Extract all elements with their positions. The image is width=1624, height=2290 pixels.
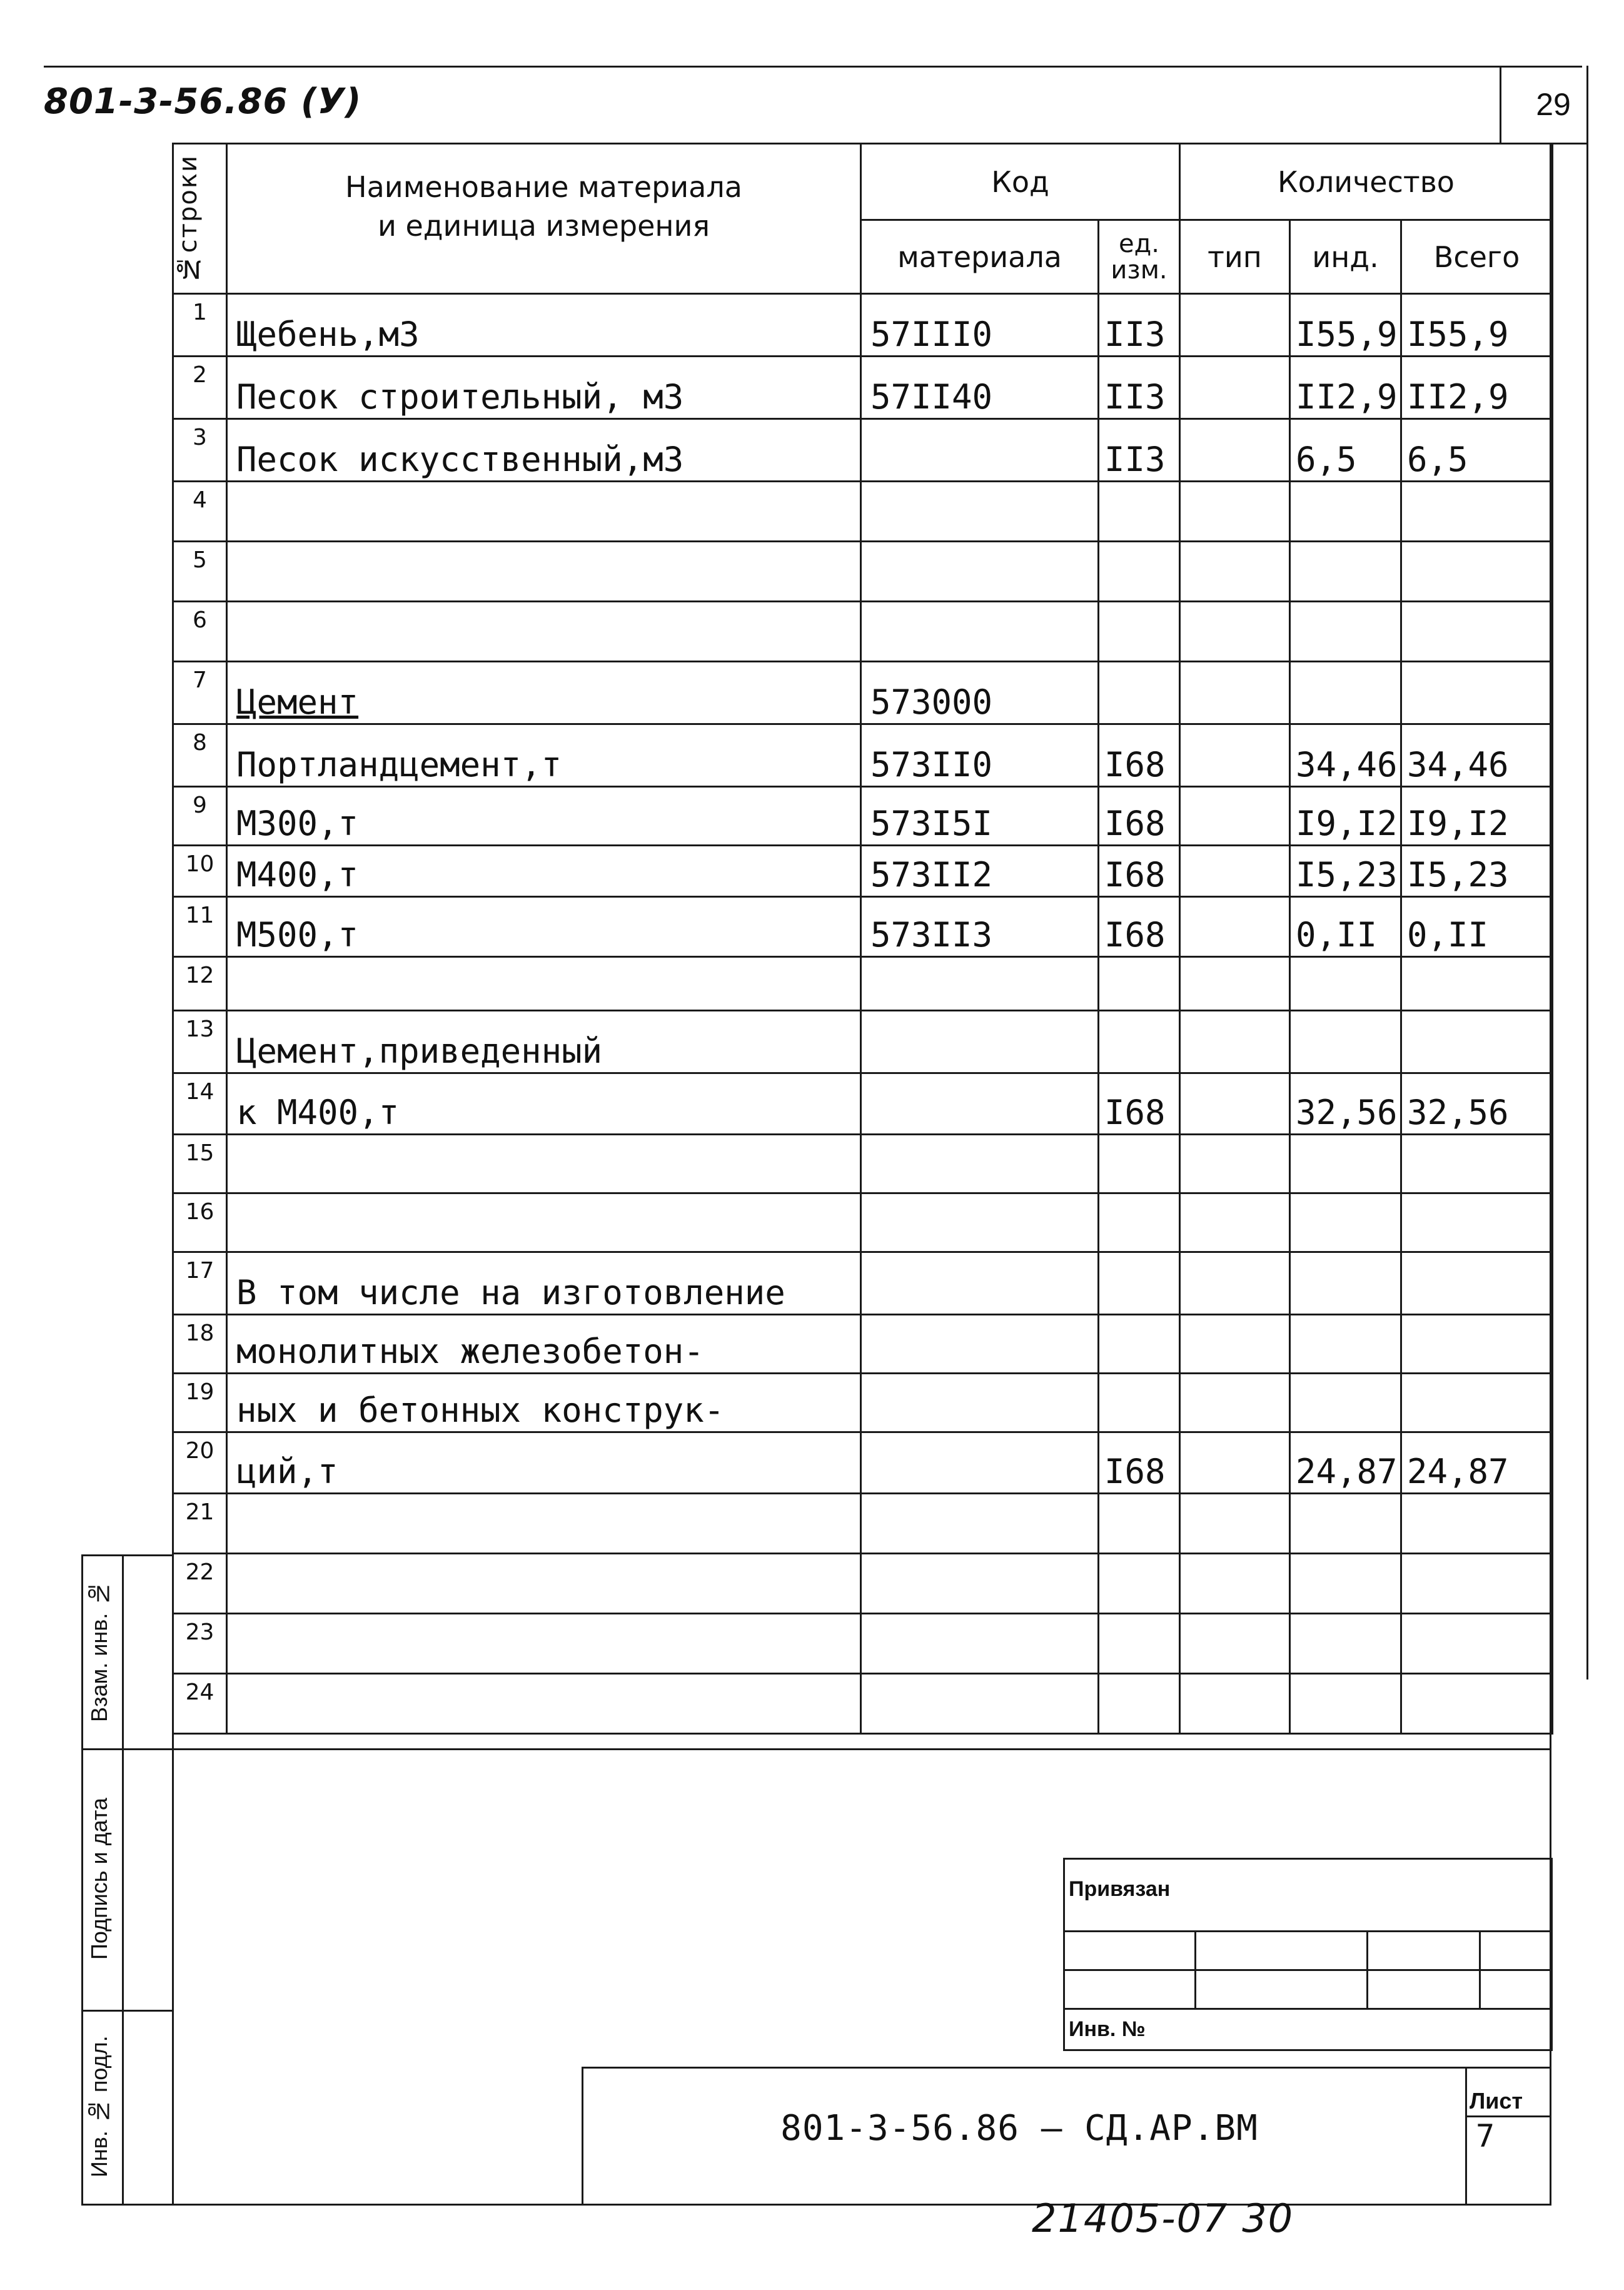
unit-code-cell <box>1099 602 1180 662</box>
unit-code-cell <box>1099 1614 1180 1674</box>
material-name-cell: Песок искусственный,м3 <box>227 419 861 482</box>
material-name-cell: Песок строительный, м3 <box>227 357 861 419</box>
header-code-unit: ед. изм. <box>1099 220 1180 294</box>
qty-ind-cell <box>1290 482 1401 542</box>
materials-table <box>172 143 1553 1735</box>
qty-ind-cell: 6,5 <box>1290 419 1401 482</box>
side-strip-sep-1 <box>81 1748 174 1750</box>
material-name-cell <box>227 1674 861 1734</box>
row-number-cell: 19 <box>173 1374 227 1432</box>
qty-ind-cell <box>1290 602 1401 662</box>
row-number-cell: 2 <box>173 357 227 419</box>
table-bottom-line <box>172 1748 1551 1750</box>
side-strip-sep-2 <box>81 2010 174 2012</box>
unit-code-cell: I68 <box>1099 724 1180 787</box>
unit-code-cell <box>1099 482 1180 542</box>
qty-type-cell <box>1180 1135 1290 1193</box>
qty-type-cell <box>1180 294 1290 357</box>
row-number-cell: 21 <box>173 1494 227 1554</box>
row-number-cell: 8 <box>173 724 227 787</box>
qty-ind-cell <box>1290 957 1401 1011</box>
material-name-cell: М300,т <box>227 787 861 846</box>
qty-ind-cell: I5,23 <box>1290 846 1401 897</box>
side-strip-mid <box>122 1554 124 2206</box>
row-number-cell: 22 <box>173 1554 227 1614</box>
unit-code-cell <box>1099 662 1180 724</box>
qty-ind-cell <box>1290 1135 1401 1193</box>
inv-label: Инв. № <box>1064 2009 1552 2050</box>
qty-total-cell <box>1401 602 1553 662</box>
table-row <box>173 1494 1553 1554</box>
material-code-cell: 573II3 <box>861 897 1099 957</box>
table-row <box>173 294 1553 357</box>
material-code-cell <box>861 419 1099 482</box>
qty-ind-cell <box>1290 1374 1401 1432</box>
qty-type-cell <box>1180 542 1290 602</box>
sheet-number: 7 <box>1476 2118 1495 2154</box>
side-label-replace-inv: Взам. инв. № <box>86 1581 112 1722</box>
qty-type-cell <box>1180 787 1290 846</box>
row-number-cell: 5 <box>173 542 227 602</box>
material-name-cell: ных и бетонных конструк- <box>227 1374 861 1432</box>
unit-code-cell <box>1099 957 1180 1011</box>
qty-ind-cell <box>1290 1011 1401 1073</box>
header-qty-ind: инд. <box>1290 220 1401 294</box>
unit-code-cell <box>1099 1674 1180 1734</box>
qty-total-cell <box>1401 957 1553 1011</box>
qty-ind-cell <box>1290 542 1401 602</box>
material-name-cell <box>227 482 861 542</box>
qty-ind-cell <box>1290 1252 1401 1315</box>
side-strip-left <box>81 1554 83 2206</box>
unit-code-cell <box>1099 1193 1180 1252</box>
material-name-cell <box>227 1193 861 1252</box>
material-code-cell <box>861 482 1099 542</box>
table-row <box>173 1011 1553 1073</box>
material-name-cell: ций,т <box>227 1432 861 1494</box>
qty-ind-cell: I9,I2 <box>1290 787 1401 846</box>
qty-total-cell <box>1401 1193 1553 1252</box>
row-number-cell: 6 <box>173 602 227 662</box>
qty-ind-cell <box>1290 662 1401 724</box>
qty-ind-cell: 24,87 <box>1290 1432 1401 1494</box>
row-number-cell: 4 <box>173 482 227 542</box>
row-number-cell: 13 <box>173 1011 227 1073</box>
material-name-cell: В том числе на изготовление <box>227 1252 861 1315</box>
material-name-cell: Цемент,приведенный <box>227 1011 861 1073</box>
qty-type-cell <box>1180 1073 1290 1135</box>
material-code-cell <box>861 1374 1099 1432</box>
table-row <box>173 1073 1553 1135</box>
table-row <box>173 482 1553 542</box>
sheet-box-divider <box>1465 2115 1551 2117</box>
qty-type-cell <box>1180 662 1290 724</box>
row-number-cell: 18 <box>173 1315 227 1374</box>
frame-bottom-line <box>81 2204 1551 2206</box>
top-border-line <box>44 66 1582 68</box>
material-name-cell: Щебень,м3 <box>227 294 861 357</box>
qty-type-cell <box>1180 1494 1290 1554</box>
header-qty-total: Всего <box>1401 220 1553 294</box>
material-code-cell <box>861 1252 1099 1315</box>
unit-code-cell <box>1099 1252 1180 1315</box>
qty-total-cell <box>1401 482 1553 542</box>
table-row <box>173 787 1553 846</box>
qty-type-cell <box>1180 1193 1290 1252</box>
qty-total-cell: 34,46 <box>1401 724 1553 787</box>
qty-total-cell <box>1401 1494 1553 1554</box>
row-number-cell: 10 <box>173 846 227 897</box>
table-row <box>173 724 1553 787</box>
qty-total-cell: I5,23 <box>1401 846 1553 897</box>
unit-code-cell <box>1099 1494 1180 1554</box>
material-name-cell: М500,т <box>227 897 861 957</box>
qty-type-cell <box>1180 1011 1290 1073</box>
table-row <box>173 957 1553 1011</box>
qty-total-cell: I55,9 <box>1401 294 1553 357</box>
qty-type-cell <box>1180 1315 1290 1374</box>
material-code-cell <box>861 1674 1099 1734</box>
document-code: 801-3-56.86 (У) <box>44 81 362 122</box>
material-code-cell <box>861 1554 1099 1614</box>
material-code-cell: 573II2 <box>861 846 1099 897</box>
material-name-cell: М400,т <box>227 846 861 897</box>
qty-ind-cell <box>1290 1494 1401 1554</box>
qty-total-cell <box>1401 1011 1553 1073</box>
unit-code-cell: II3 <box>1099 419 1180 482</box>
row-number-cell: 1 <box>173 294 227 357</box>
unit-code-cell: I68 <box>1099 846 1180 897</box>
qty-ind-cell <box>1290 1315 1401 1374</box>
side-label-inv-orig: Инв. № подл. <box>86 2035 112 2178</box>
bound-label: Привязан <box>1064 1859 1552 1932</box>
qty-type-cell <box>1180 357 1290 419</box>
qty-ind-cell <box>1290 1614 1401 1674</box>
qty-total-cell <box>1401 1614 1553 1674</box>
unit-code-cell: I68 <box>1099 1432 1180 1494</box>
material-code-cell <box>861 1315 1099 1374</box>
qty-total-cell <box>1401 1374 1553 1432</box>
table-row <box>173 1315 1553 1374</box>
material-code-cell <box>861 1193 1099 1252</box>
side-label-sign-date: Подпись и дата <box>86 1798 112 1960</box>
unit-code-cell: II3 <box>1099 357 1180 419</box>
table-row <box>173 1193 1553 1252</box>
material-code-cell: 57II40 <box>861 357 1099 419</box>
material-name-cell: монолитных железобетон- <box>227 1315 861 1374</box>
sheet-box-left <box>1465 2067 1467 2206</box>
table-row <box>173 1614 1553 1674</box>
material-code-cell <box>861 542 1099 602</box>
qty-type-cell <box>1180 1674 1290 1734</box>
material-name-cell <box>227 542 861 602</box>
material-code-cell: 573000 <box>861 662 1099 724</box>
unit-code-cell: I68 <box>1099 1073 1180 1135</box>
table-row <box>173 1554 1553 1614</box>
material-code-cell <box>861 1073 1099 1135</box>
qty-type-cell <box>1180 419 1290 482</box>
table-row <box>173 897 1553 957</box>
qty-total-cell: I9,I2 <box>1401 787 1553 846</box>
qty-type-cell <box>1180 1432 1290 1494</box>
table-row <box>173 419 1553 482</box>
qty-type-cell <box>1180 1554 1290 1614</box>
side-strip-top <box>81 1554 174 1556</box>
table-row <box>173 1374 1553 1432</box>
row-number-cell: 17 <box>173 1252 227 1315</box>
material-code-cell: 573II0 <box>861 724 1099 787</box>
qty-total-cell: II2,9 <box>1401 357 1553 419</box>
title-block-table <box>1063 1858 1553 2051</box>
qty-ind-cell <box>1290 1674 1401 1734</box>
header-code-material: материала <box>861 220 1099 294</box>
material-code-cell <box>861 957 1099 1011</box>
unit-code-cell: I68 <box>1099 897 1180 957</box>
table-row <box>173 357 1553 419</box>
qty-type-cell <box>1180 724 1290 787</box>
page-number: 29 <box>1536 87 1571 122</box>
row-number-cell: 16 <box>173 1193 227 1252</box>
qty-type-cell <box>1180 1614 1290 1674</box>
table-row <box>173 662 1553 724</box>
table-row <box>173 1135 1553 1193</box>
qty-total-cell <box>1401 1252 1553 1315</box>
qty-total-cell: 6,5 <box>1401 419 1553 482</box>
row-number-cell: 20 <box>173 1432 227 1494</box>
row-number-cell: 3 <box>173 419 227 482</box>
archive-number: 21405-07 30 <box>1032 2196 1294 2241</box>
qty-type-cell <box>1180 897 1290 957</box>
header-row-number: №строки <box>173 144 227 294</box>
material-code-cell <box>861 1494 1099 1554</box>
header-quantity: Количество <box>1180 144 1553 220</box>
material-name-cell <box>227 957 861 1011</box>
table-row <box>173 1432 1553 1494</box>
material-name-cell <box>227 1494 861 1554</box>
row-number-cell: 23 <box>173 1614 227 1674</box>
material-code-cell <box>861 1135 1099 1193</box>
material-name-cell: Портландцемент,т <box>227 724 861 787</box>
unit-code-cell <box>1099 1135 1180 1193</box>
stamp-top-line <box>582 2067 1551 2069</box>
material-name-cell: к М400,т <box>227 1073 861 1135</box>
qty-total-cell <box>1401 1315 1553 1374</box>
qty-type-cell <box>1180 602 1290 662</box>
material-name-cell <box>227 602 861 662</box>
qty-ind-cell: 34,46 <box>1290 724 1401 787</box>
row-number-cell: 9 <box>173 787 227 846</box>
header-qty-type: тип <box>1180 220 1290 294</box>
row-number-cell: 12 <box>173 957 227 1011</box>
material-code-cell: 573I5I <box>861 787 1099 846</box>
unit-code-cell: II3 <box>1099 294 1180 357</box>
unit-code-cell: I68 <box>1099 787 1180 846</box>
qty-total-cell <box>1401 1674 1553 1734</box>
unit-code-cell <box>1099 542 1180 602</box>
table-row <box>173 846 1553 897</box>
material-name-cell <box>227 1554 861 1614</box>
qty-type-cell <box>1180 1252 1290 1315</box>
document-designation: 801-3-56.86 – СД.АР.ВМ <box>780 2108 1258 2149</box>
qty-type-cell <box>1180 846 1290 897</box>
row-number-cell: 7 <box>173 662 227 724</box>
unit-code-cell <box>1099 1315 1180 1374</box>
qty-ind-cell: 32,56 <box>1290 1073 1401 1135</box>
page-num-box-left <box>1500 66 1501 143</box>
material-code-cell <box>861 1614 1099 1674</box>
qty-total-cell: 32,56 <box>1401 1073 1553 1135</box>
qty-type-cell <box>1180 957 1290 1011</box>
header-material-name: Наименование материала и единица измерения <box>227 144 861 294</box>
row-number-cell: 14 <box>173 1073 227 1135</box>
table-row <box>173 602 1553 662</box>
unit-code-cell <box>1099 1011 1180 1073</box>
material-name-cell <box>227 1614 861 1674</box>
material-code-cell: 57III0 <box>861 294 1099 357</box>
material-name-cell: Цемент <box>227 662 861 724</box>
table-row <box>173 1674 1553 1734</box>
header-code: Код <box>861 144 1180 220</box>
table-row <box>173 1252 1553 1315</box>
right-border-line <box>1586 66 1588 1680</box>
qty-type-cell <box>1180 482 1290 542</box>
qty-total-cell <box>1401 1554 1553 1614</box>
qty-ind-cell <box>1290 1554 1401 1614</box>
row-number-cell: 24 <box>173 1674 227 1734</box>
row-number-cell: 11 <box>173 897 227 957</box>
qty-total-cell: 24,87 <box>1401 1432 1553 1494</box>
unit-code-cell <box>1099 1554 1180 1614</box>
qty-total-cell: 0,II <box>1401 897 1553 957</box>
material-code-cell <box>861 602 1099 662</box>
qty-ind-cell <box>1290 1193 1401 1252</box>
material-code-cell <box>861 1011 1099 1073</box>
qty-ind-cell: II2,9 <box>1290 357 1401 419</box>
qty-total-cell <box>1401 662 1553 724</box>
material-name-cell <box>227 1135 861 1193</box>
qty-total-cell <box>1401 1135 1553 1193</box>
row-number-cell: 15 <box>173 1135 227 1193</box>
qty-ind-cell: 0,II <box>1290 897 1401 957</box>
table-row <box>173 542 1553 602</box>
sheet-label: Лист <box>1470 2088 1523 2114</box>
qty-type-cell <box>1180 1374 1290 1432</box>
unit-code-cell <box>1099 1374 1180 1432</box>
qty-total-cell <box>1401 542 1553 602</box>
qty-ind-cell: I55,9 <box>1290 294 1401 357</box>
material-code-cell <box>861 1432 1099 1494</box>
